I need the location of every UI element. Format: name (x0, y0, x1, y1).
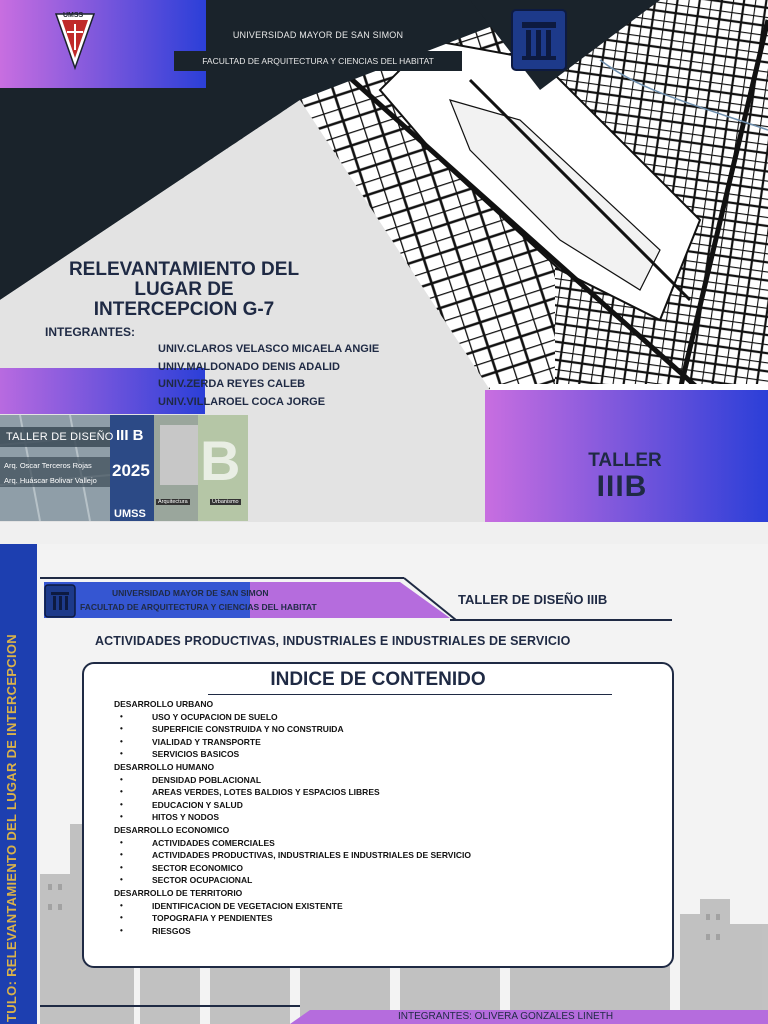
thumbnail-caption-urbanism: Urbanismo (212, 499, 239, 505)
course-thumbnail (0, 415, 248, 521)
thumbnail-caption-architecture: Arquitectura (158, 499, 188, 505)
index-page (0, 544, 768, 1024)
member-item: UNIV.VILLAROEL COCA JORGE (158, 395, 326, 408)
members-list (158, 341, 379, 411)
thumbnail-title: TALLER DE DISEÑO (6, 431, 114, 443)
side-title: TULO: RELEVANTAMIENTO DEL LUGAR DE INTERCEPCION (4, 634, 19, 1022)
faculty-logo-icon (44, 584, 76, 618)
cover-title-line1: RELEVANTAMIENTO DEL (68, 259, 300, 280)
taller-level: IIIB (596, 470, 648, 503)
list-item: • TOPOGRAFIA Y PENDIENTES (114, 912, 654, 925)
index-title-rule (208, 694, 612, 695)
list-item: • DENSIDAD POBLACIONAL (114, 774, 654, 787)
umss-logo-label: UMSS (63, 12, 84, 19)
list-item: • HITOS Y NODOS (114, 811, 654, 824)
thumbnail-umss: UMSS (114, 508, 146, 520)
list-item: • SUPERFICIE CONSTRUIDA Y NO CONSTRUIDA (114, 723, 654, 736)
list-item: • IDENTIFICACION DE VEGETACION EXISTENTE (114, 900, 654, 913)
cover-title-line2: LUGAR DE (134, 279, 234, 300)
cover-faculty: FACULTAD DE ARQUITECTURA Y CIENCIAS DEL HABITAT (174, 51, 462, 71)
list-item: • RIESGOS (114, 925, 654, 938)
index-section-economic: DESARROLLO ECONOMICO (114, 824, 230, 835)
index-subtitle: ACTIVIDADES PRODUCTIVAS, INDUSTRIALES E INDUSTRIALES DE SERVICIO (95, 634, 571, 648)
member-item: UNIV.ZERDA REYES CALEB (158, 378, 306, 390)
index-taller: TALLER DE DISEÑO IIIB (458, 592, 608, 607)
umss-logo-icon (52, 10, 98, 72)
cover-title (34, 260, 334, 320)
index-section-territory: DESARROLLO DE TERRITORIO (114, 887, 243, 898)
list-item: • SECTOR ECONOMICO (114, 862, 654, 875)
index-list (114, 698, 654, 937)
bottom-members: INTEGRANTES: OLIVERA GONZALES LINETH (398, 1011, 614, 1022)
index-section-human: DESARROLLO HUMANO (114, 761, 215, 772)
list-item: • SECTOR OCUPACIONAL (114, 874, 654, 887)
index-box (82, 662, 674, 968)
svg-text:B: B (200, 429, 241, 492)
member-item: UNIV.MALDONADO DENIS ADALID (158, 360, 340, 373)
list-item: • VIALIDAD Y TRANSPORTE (114, 736, 654, 749)
thumbnail-professor-1: Arq. Oscar Terceros Rojas (4, 461, 92, 470)
list-item: • ACTIVIDADES PRODUCTIVAS, INDUSTRIALES E INDUSTRIALES DE SERVICIO (114, 849, 654, 862)
thumbnail-professor-2: Arq. Huáscar Bolivar Vallejo (4, 476, 97, 485)
list-item: • ACTIVIDADES COMERCIALES (114, 837, 654, 850)
cover-university: UNIVERSIDAD MAYOR DE SAN SIMON (232, 30, 404, 40)
members-label: INTEGRANTES: (45, 325, 135, 339)
list-item: • USO Y OCUPACION DE SUELO (114, 711, 654, 724)
thumbnail-year: 2025 (112, 461, 150, 480)
index-faculty: FACULTAD DE ARQUITECTURA Y CIENCIAS DEL HABITAT (80, 602, 317, 612)
cover-title-line3: INTERCEPCION G-7 (93, 299, 275, 320)
index-section-urban: DESARROLLO URBANO (114, 699, 214, 709)
faculty-logo-icon (510, 8, 568, 72)
list-item: • EDUCACION Y SALUD (114, 799, 654, 812)
thumbnail-roman: III B (116, 427, 144, 444)
taller-word: TALLER (588, 450, 662, 471)
index-title: INDICE DE CONTENIDO (270, 669, 486, 690)
index-university: UNIVERSIDAD MAYOR DE SAN SIMON (112, 588, 269, 598)
member-item: UNIV.CLAROS VELASCO MICAELA ANGIE (158, 343, 380, 355)
list-item: • SERVICIOS BASICOS (114, 748, 654, 761)
list-item: • AREAS VERDES, LOTES BALDIOS Y ESPACIOS LIBRES (114, 786, 654, 799)
